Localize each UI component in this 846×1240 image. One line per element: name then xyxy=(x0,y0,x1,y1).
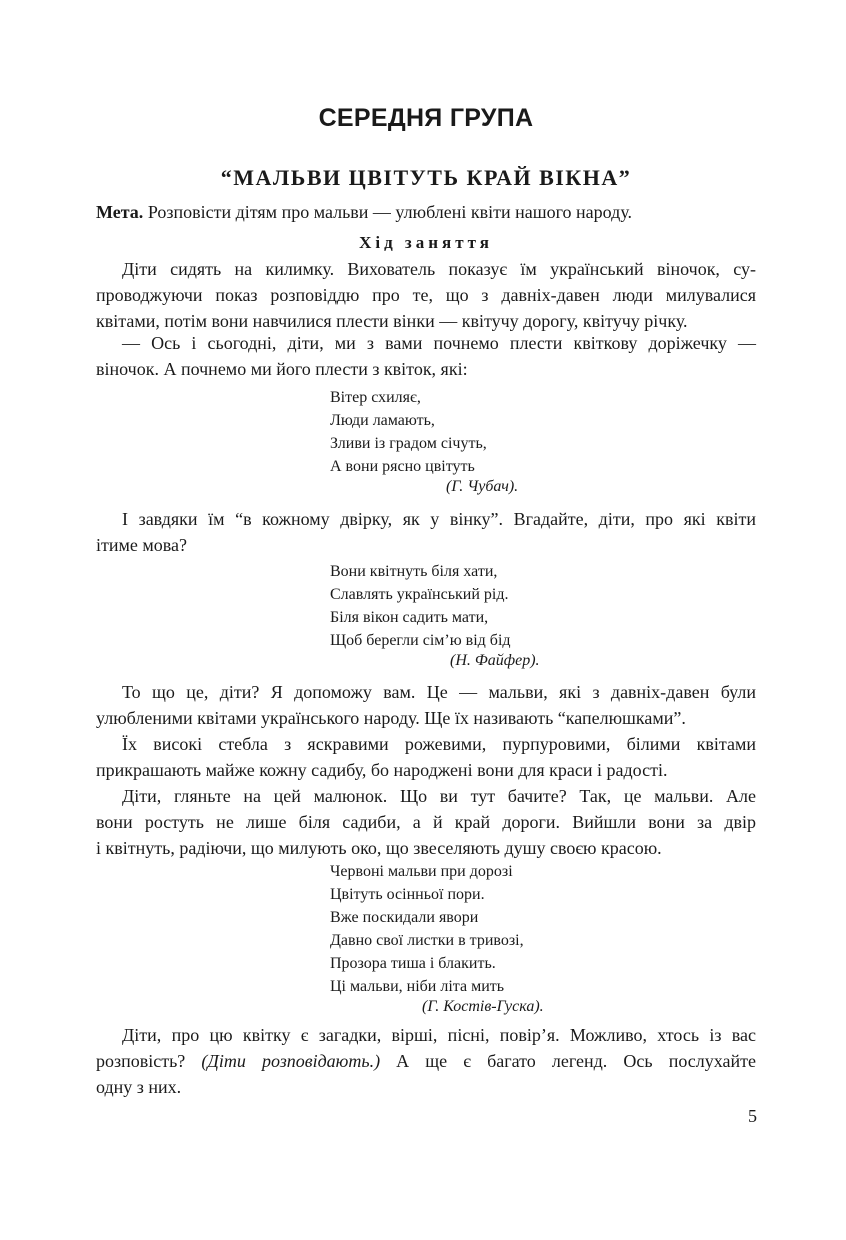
paragraph xyxy=(96,330,756,382)
poem-verse xyxy=(330,860,524,998)
paragraph-line: Діти сидять на килимку. Вихователь показує їм український віночок, су- xyxy=(122,259,756,279)
paragraph-line: вони ростуть не лише біля садиби, а й край дороги. Вийшли вони за двір xyxy=(96,812,756,832)
paragraph-line: — Ось і сьогодні, діти, ми з вами почнемо плести квіткову доріжечку — xyxy=(122,333,756,353)
paragraph-line xyxy=(96,1048,756,1074)
goal-line xyxy=(96,202,632,223)
paragraph-text: А ще є багато легенд. Ось послухайте xyxy=(380,1051,756,1071)
section-title: СЕРЕДНЯ ГРУПА xyxy=(318,104,534,132)
paragraph-line: віночок. А почнемо ми його плести з квіток, які: xyxy=(96,359,468,379)
verse-author: (Н. Файфер). xyxy=(450,652,540,669)
verse-line: Ці мальви, ніби літа мить xyxy=(330,978,505,995)
goal-label: Мета. xyxy=(96,202,144,222)
paragraph-line: ітиме мова? xyxy=(96,535,188,555)
verse-line: Люди ламають, xyxy=(330,412,435,429)
paragraph-line: квітами, потім вони навчилися плести вінки — квітучу дорогу, квітучу річку. xyxy=(96,311,688,331)
verse-line: Вітер схиляє, xyxy=(330,389,421,406)
goal-text: Розповісти дітям про мальви — улюблені квіти нашого народу. xyxy=(143,202,633,222)
verse-line: Вони квітнуть біля хати, xyxy=(330,563,498,580)
verse-line: А вони рясно цвітуть xyxy=(330,458,475,475)
paragraph-line: улюбленими квітами українського народу. Ще їх називають “капелюшками”. xyxy=(96,708,686,728)
verse-line: Прозора тиша і блакить. xyxy=(330,955,496,972)
paragraph xyxy=(96,1022,756,1100)
verse-line: Червоні мальви при дорозі xyxy=(330,863,513,880)
paragraph-line: Діти, гляньте на цей малюнок. Що ви тут бачите? Так, це мальви. Але xyxy=(122,786,756,806)
lesson-title: “МАЛЬВИ ЦВІТУТЬ КРАЙ ВІКНА” xyxy=(220,165,632,190)
paragraph xyxy=(96,783,756,861)
paragraph xyxy=(96,731,756,783)
verse-line: Біля вікон садить мати, xyxy=(330,609,489,626)
paragraph xyxy=(96,679,756,731)
verse-line: Вже поскидали явори xyxy=(330,909,479,926)
verse-line: Зливи із градом січуть, xyxy=(330,435,487,452)
stage-direction: (Діти розповідають.) xyxy=(201,1051,381,1071)
verse-line: Давно свої листки в тривозі, xyxy=(330,932,524,949)
verse-author: (Г. Костів-Гуска). xyxy=(422,998,544,1015)
paragraph-line: Їх високі стебла з яскравими рожевими, пурпуровими, білими квітами xyxy=(122,734,756,754)
paragraph-line: То що це, діти? Я допоможу вам. Це — мальви, які з давніх-давен були xyxy=(122,682,756,702)
verse-author: (Г. Чубач). xyxy=(446,478,519,495)
poem-verse xyxy=(330,560,511,652)
verse-line: Цвітуть осінньої пори. xyxy=(330,886,485,903)
paragraph xyxy=(96,256,756,334)
lesson-progress-heading: Хід заняття xyxy=(359,233,493,252)
paragraph-line: проводжуючи показ розповіддю про те, що з давніх-давен люди милувалися xyxy=(96,285,756,305)
page-number: 5 xyxy=(748,1106,757,1126)
verse-line: Славлять український рід. xyxy=(330,586,509,603)
paragraph-line: прикрашають майже кожну садибу, бо народжені вони для краси і радості. xyxy=(96,760,668,780)
paragraph-line: Діти, про цю квітку є загадки, вірші, пісні, повір’я. Можливо, хтось із вас xyxy=(122,1025,756,1045)
poem-verse xyxy=(330,386,487,478)
paragraph-line: І завдяки їм “в кожному двірку, як у вінку”. Вгадайте, діти, про які квіти xyxy=(122,509,756,529)
paragraph xyxy=(96,506,756,558)
paragraph-text: розповість? xyxy=(96,1051,202,1071)
paragraph-line: одну з них. xyxy=(96,1077,182,1097)
paragraph-line: і квітнуть, радіючи, що милують око, що звеселяють душу своєю красою. xyxy=(96,838,662,858)
verse-line: Щоб берегли сім’ю від бід xyxy=(330,632,511,649)
